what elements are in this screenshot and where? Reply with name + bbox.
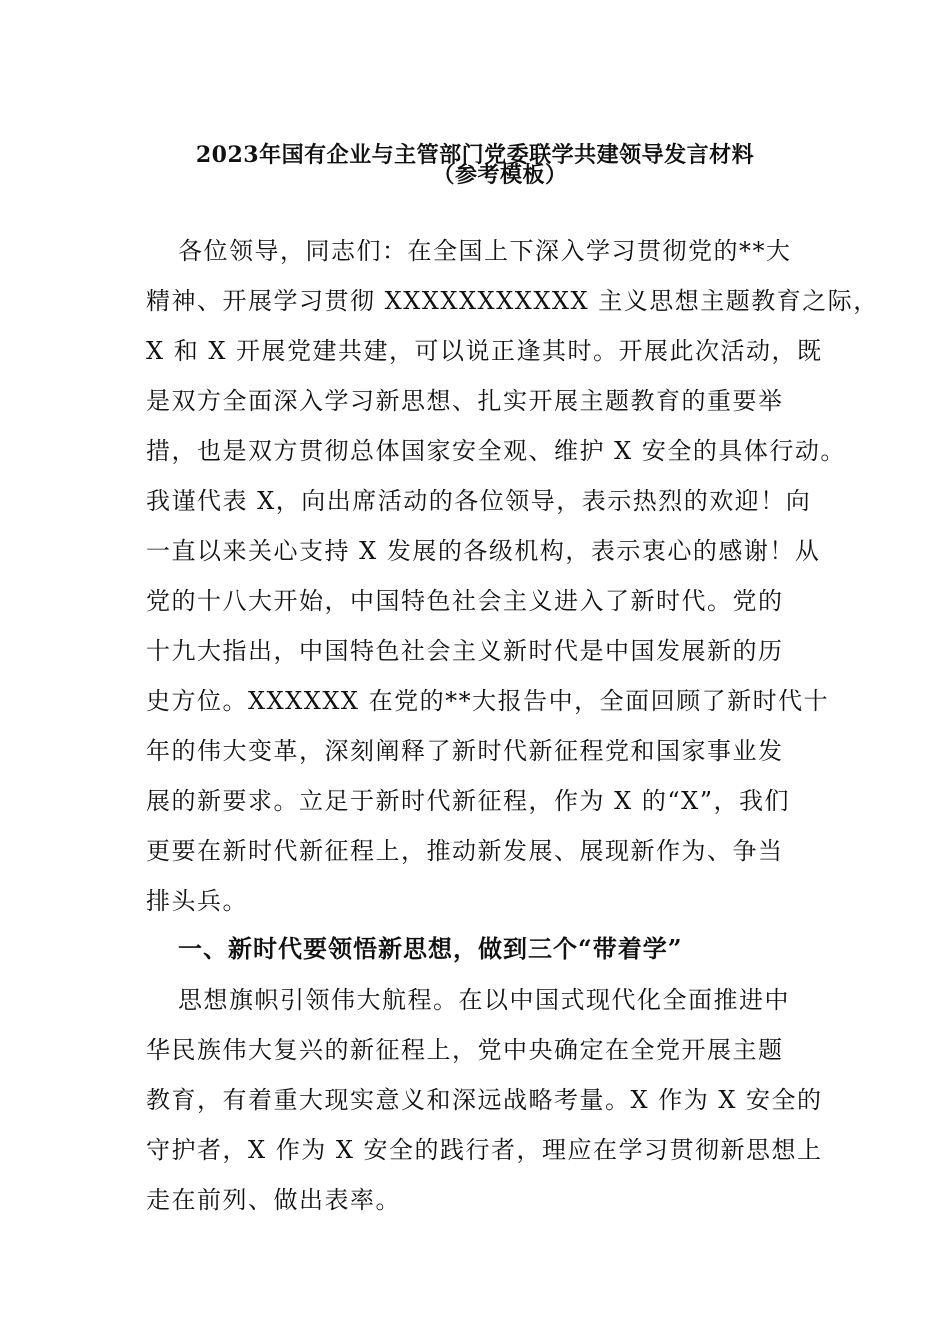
document-title: 2023年国有企业与主管部门党委联学共建领导发言材料 xyxy=(195,142,755,168)
section-heading: 一、新时代要领悟新思想，做到三个“带着学” xyxy=(178,934,683,963)
intro-line: 更要在新时代新征程上，推动新发展、展现新作为、争当 xyxy=(146,837,784,865)
intro-line: 精神、开展学习贯彻 XXXXXXXXXXX 主义思想主题教育之际， xyxy=(146,287,879,315)
section-line: 教育，有着重大现实意义和深远战略考量。X 作为 X 安全的 xyxy=(146,1086,823,1114)
document-subtitle: （参考模板） xyxy=(432,162,568,188)
section-line: 守护者，X 作为 X 安全的践行者，理应在学习贯彻新思想上 xyxy=(146,1136,823,1164)
section-line: 走在前列、做出表率。 xyxy=(146,1186,401,1214)
intro-line: 是双方全面深入学习新思想、扎实开展主题教育的重要举 xyxy=(146,387,784,415)
section-line: 华民族伟大复兴的新征程上，党中央确定在全党开展主题 xyxy=(146,1036,784,1064)
intro-line: 各位领导，同志们：在全国上下深入学习贯彻党的**大 xyxy=(178,237,792,265)
intro-line: 史方位。XXXXXX 在党的**大报告中，全面回顾了新时代十 xyxy=(146,687,830,715)
intro-line: 我谨代表 X，向出席活动的各位领导，表示热烈的欢迎！向 xyxy=(146,487,812,515)
intro-line: 十九大指出，中国特色社会主义新时代是中国发展新的历 xyxy=(146,637,784,665)
intro-line: 措，也是双方贯彻总体国家安全观、维护 X 安全的具体行动。 xyxy=(146,437,846,465)
intro-line: 一直以来关心支持 X 发展的各级机构，表示衷心的感谢！从 xyxy=(146,537,821,565)
intro-line: 党的十八大开始，中国特色社会主义进入了新时代。党的 xyxy=(146,587,784,615)
section-line: 思想旗帜引领伟大航程。在以中国式现代化全面推进中 xyxy=(178,986,790,1014)
intro-line: 排头兵。 xyxy=(146,887,248,915)
intro-line: 年的伟大变革，深刻阐释了新时代新征程党和国家事业发 xyxy=(146,737,784,765)
intro-line: X 和 X 开展党建共建，可以说正逢其时。开展此次活动，既 xyxy=(146,337,823,365)
intro-line: 展的新要求。立足于新时代新征程，作为 X 的“X”，我们 xyxy=(146,787,790,815)
